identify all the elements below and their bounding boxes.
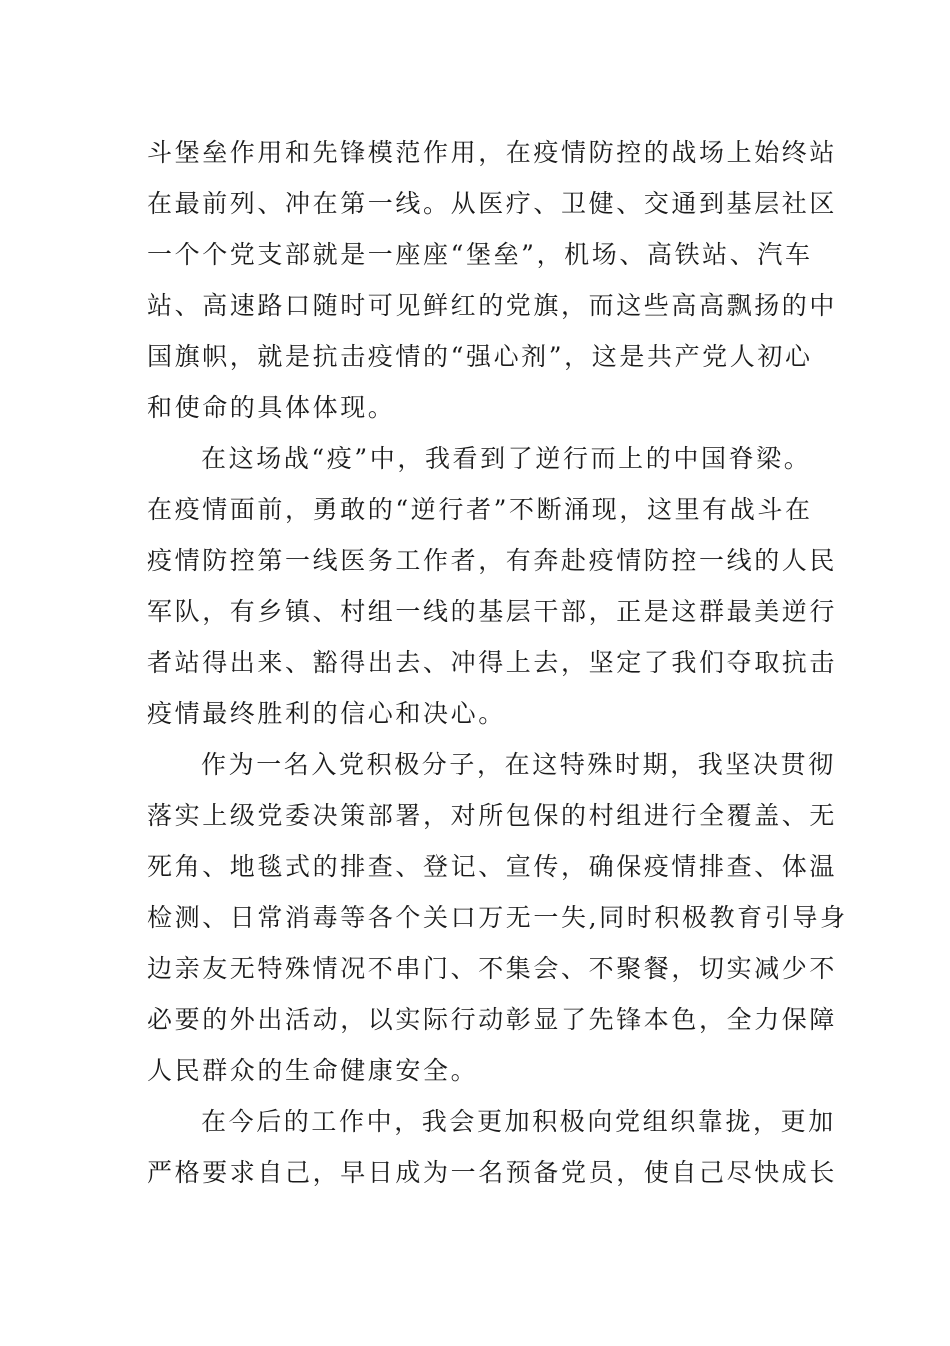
paragraph-start-line: 在今后的工作中，我会更加积极向党组织靠拢，更加: [201, 1107, 836, 1136]
text-line: 军队，有乡镇、村组一线的基层干部，正是这群最美逆行: [147, 597, 838, 626]
text-line: 落实上级党委决策部署，对所包保的村组进行全覆盖、无: [147, 801, 838, 830]
text-line: 死角、地毯式的排查、登记、宣传，确保疫情排查、体温: [147, 852, 838, 881]
text-line: 检测、日常消毒等各个关口万无一失,同时积极教育引导身: [147, 903, 848, 932]
text-line: 和使命的具体体现。: [147, 393, 396, 422]
text-line: 一个个党支部就是一座座“堡垒”，机场、高铁站、汽车: [147, 240, 813, 269]
text-line: 疫情防控第一线医务工作者，有奔赴疫情防控一线的人民: [147, 546, 838, 575]
paragraph-start-line: 作为一名入党积极分子，在这特殊时期，我坚决贯彻: [201, 750, 836, 779]
text-line: 在疫情面前，勇敢的“逆行者”不断涌现，这里有战斗在: [147, 495, 813, 524]
text-line: 严格要求自己，早日成为一名预备党员，使自己尽快成长: [147, 1158, 838, 1187]
text-line: 者站得出来、豁得出去、冲得上去，坚定了我们夺取抗击: [147, 648, 838, 677]
text-line: 人民群众的生命健康安全。: [147, 1056, 479, 1085]
body-text: [147, 127, 848, 1198]
text-line: 站、高速路口随时可见鲜红的党旗，而这些高高飘扬的中: [147, 291, 838, 320]
text-line: 必要的外出活动，以实际行动彰显了先锋本色，全力保障: [147, 1005, 838, 1034]
text-line: 国旗帜，就是抗击疫情的“强心剂”，这是共产党人初心: [147, 342, 813, 371]
paragraph-start-line: 在这场战“疫”中，我看到了逆行而上的中国脊梁。: [201, 444, 812, 473]
text-line: 斗堡垒作用和先锋模范作用，在疫情防控的战场上始终站: [147, 138, 838, 167]
text-line: 边亲友无特殊情况不串门、不集会、不聚餐，切实减少不: [147, 954, 838, 983]
text-line: 疫情最终胜利的信心和决心。: [147, 699, 506, 728]
text-line: 在最前列、冲在第一线。从医疗、卫健、交通到基层社区: [147, 189, 838, 218]
